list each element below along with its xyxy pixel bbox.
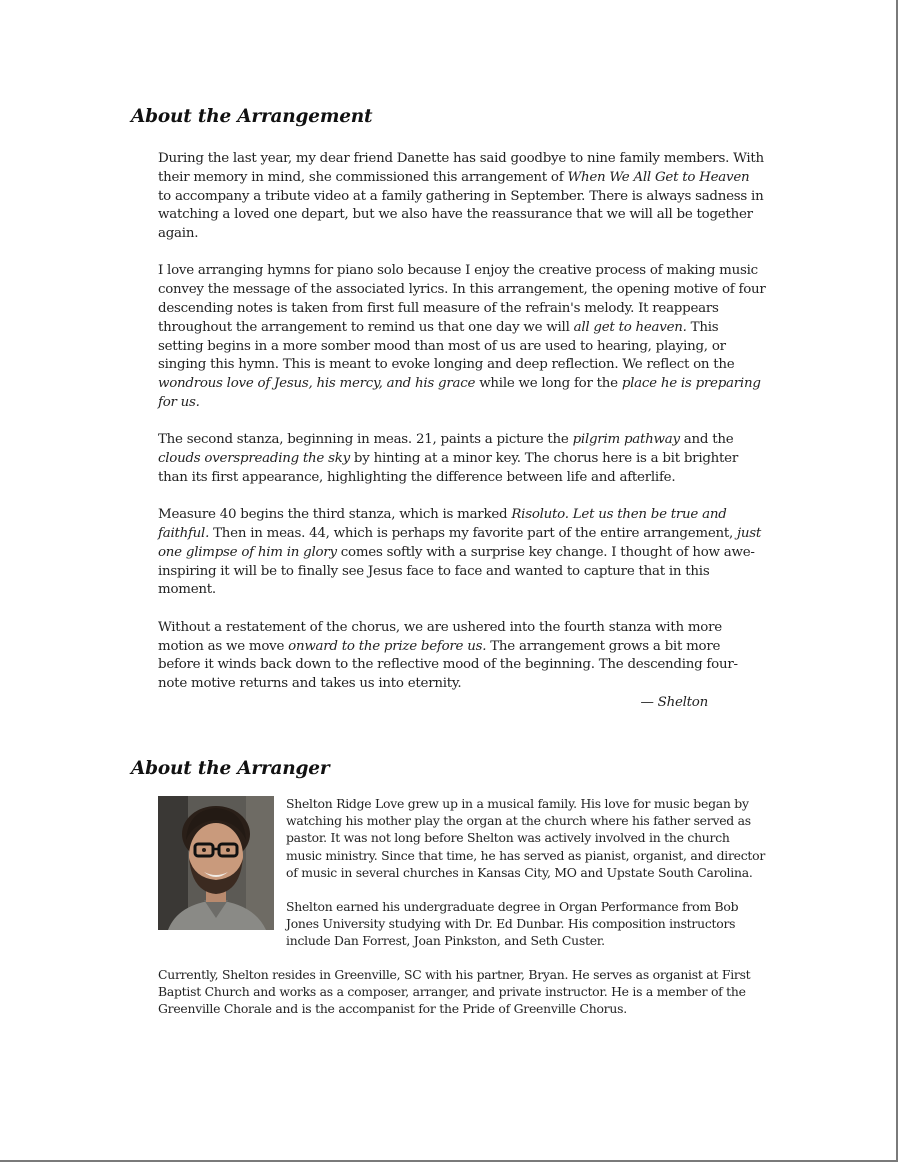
arranger-paragraph-1: Shelton Ridge Love grew up in a musical family. His love for music began by watching his mother play the organ at the church where his father served as pastor. It was not long before Shelton was actively involved in the church music ministry. Since that time, he has served as pianist, organist, and director of music in several churches in Kansas City, MO and Upstate South Carolina. (286, 796, 766, 880)
arrangement-paragraph-4: Measure 40 begins the third stanza, which is marked Risoluto. Let us then be true and faithful. Then in meas. 44, which is perhaps my favorite part of the entire arrangement, just one glimpse of him in glory comes softly with a surprise key change. I thought of how awe-inspiring it will be to finally see Jesus face to face and wanted to capture that in this moment. (158, 507, 762, 598)
arranger-heading: About the Arranger (131, 758, 330, 779)
arranger-body (158, 795, 766, 1034)
arrangement-paragraph-1: During the last year, my dear friend Danette has said goodbye to nine family members. With their memory in mind, she commissioned this arrangement of When We All Get to Heaven to accompany a tribute video at a family gathering in September. There is always sadness in watching a loved one depart, but we also have the reassurance that we will all be together again. (158, 151, 764, 242)
arrangement-paragraph-5: Without a restatement of the chorus, we are ushered into the fourth stanza with more motion as we move onward to the prize before us. The arrangement grows a bit more before it winds back down to the reflective mood of the beginning. The descending four-note motive returns and takes us into eternity. (158, 619, 738, 692)
portrait-image (158, 796, 274, 930)
arranger-paragraph-2: Shelton earned his undergraduate degree in Organ Performance from Bob Jones University studying with Dr. Ed Dunbar. His composition instructors include Dan Forrest, Joan Pinkston, and Seth Custer. (286, 898, 739, 948)
arranger-paragraph-3: Currently, Shelton resides in Greenville, SC with his partner, Bryan. He serves as organist at First Baptist Church and works as a composer, arranger, and private instructor. He is a member of the Greenville Chorale and is the accompanist for the Pride of Greenville Chorus. (158, 966, 751, 1017)
arrangement-body (158, 150, 766, 731)
arranger-photo (158, 796, 274, 930)
arrangement-paragraph-3: The second stanza, beginning in meas. 21, paints a picture the pilgrim pathway and the clouds overspreading the sky by hinting at a minor key. The chorus here is a bit brighter than its first appearance, highlighting the difference between life and afterlife. (158, 432, 738, 485)
arrangement-heading: About the Arrangement (131, 106, 373, 127)
signature: — Shelton (640, 694, 708, 710)
arrangement-paragraph-2: I love arranging hymns for piano solo because I enjoy the creative process of making music convey the message of the associated lyrics. In this arrangement, the opening motive of four descending notes is taken from first full measure of the refrain's melody. It reappears throughout the arrangement to remind us that one day we will all get to heaven. This setting begins in a more somber mood than most of us are used to hearing, playing, or singing this hymn. This is meant to evoke longing and deep reflection. We reflect on the wondrous love of Jesus, his mercy, and his grace while we long for the place he is preparing for us. (158, 263, 766, 411)
